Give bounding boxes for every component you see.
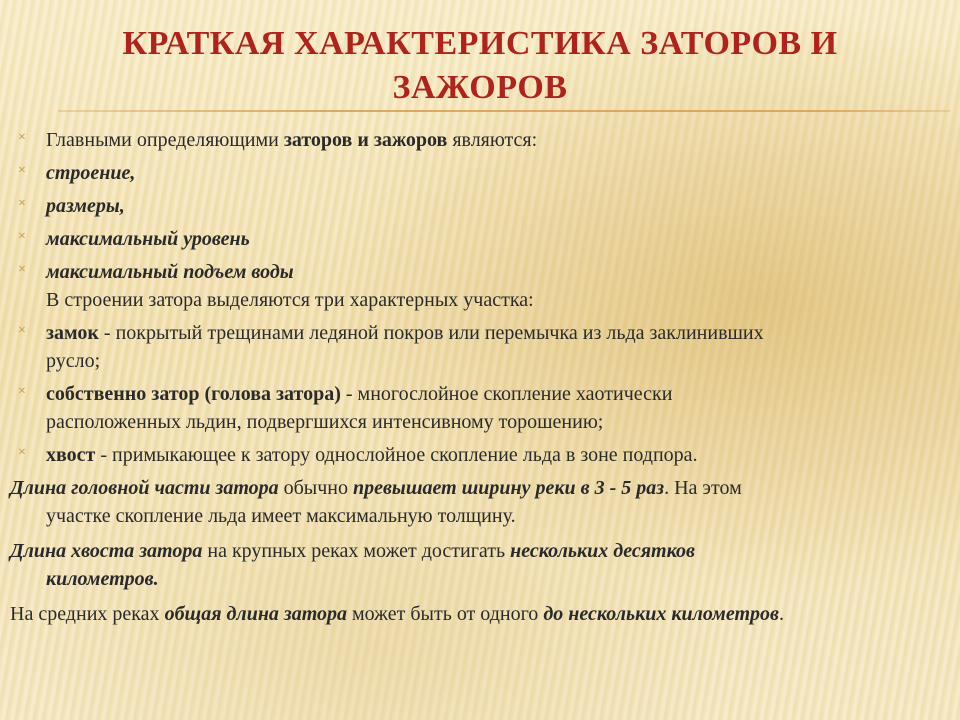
slide-title [60,22,900,110]
cross-bullet-icon: × [18,196,26,211]
cross-bullet-icon: × [18,229,26,244]
title-line-2: ЗАЖОРОВ [392,69,568,106]
list-item-factor: × максимальный подъем воды [10,258,940,286]
list-item-section: × хвост - примыкающее к затору однослойное скопление льда в зоне подпора. [10,441,940,469]
paragraph-tail-length: Длина хвоста затора на крупных реках может достигать нескольких десятков километров. [10,540,695,590]
cross-bullet-icon: × [18,323,26,338]
cross-bullet-icon: × [18,384,26,399]
list-item-section: × собственно затор (голова затора) - многослойное скопление хаотически расположенных льдин, подвергшихся интенсивному торошению; [10,380,940,436]
list-item-section: × замок - покрытый трещинами ледяной покров или перемычка из льда заклинивших русло; [10,319,940,375]
cross-bullet-icon: × [18,445,26,460]
slide-body [10,126,940,635]
cross-bullet-icon: × [18,262,26,277]
list-item-factor: × строение, [10,159,940,187]
cross-bullet-icon: × [18,163,26,178]
cross-bullet-icon: × [18,130,26,145]
structure-intro: В строении затора выделяются три характерных участка: [46,289,534,311]
paragraph-total-length: На средних реках общая длина затора может быть от одного до нескольких километров. [10,603,784,625]
list-item-intro: × Главными определяющими заторов и зажоров являются: [10,126,940,154]
list-item-factor: × размеры, [10,192,940,220]
title-divider [58,110,950,112]
paragraph-head-length: Длина головной части затора обычно превышает ширину реки в 3 - 5 раз. На этом участке скопление льда имеет максимальную толщину. [10,477,742,527]
title-line-1: КРАТКАЯ ХАРАКТЕРИСТИКА ЗАТОРОВ И [122,25,838,62]
intro-bold-term: заторов и зажоров [283,129,448,151]
list-item-factor: × максимальный уровень [10,225,940,253]
